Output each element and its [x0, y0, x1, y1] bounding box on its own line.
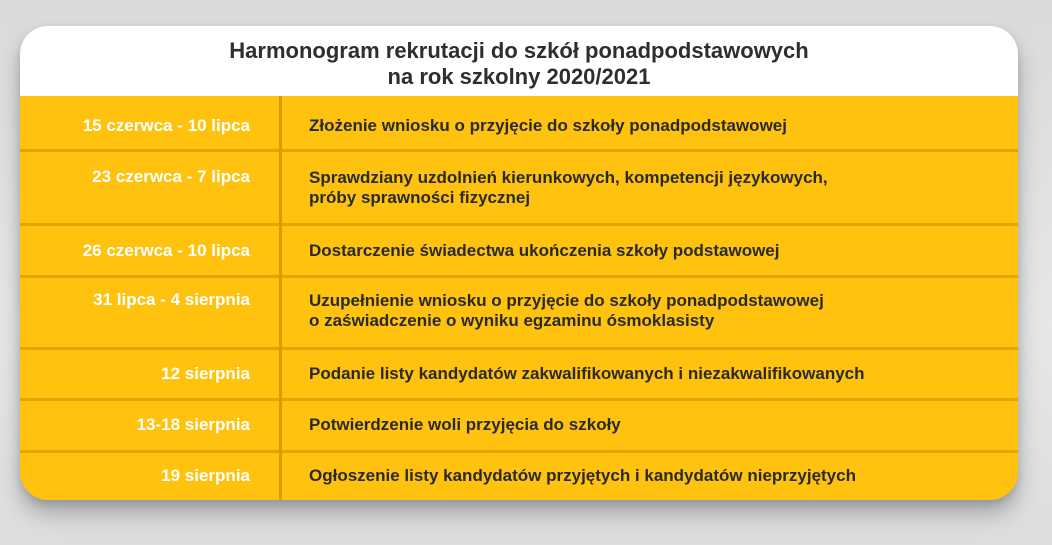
row-description-line-1: Złożenie wniosku o przyjęcie do szkoły ponadpodstawowej — [309, 116, 787, 135]
row-description-line-2: próby sprawności fizycznej — [309, 188, 531, 207]
column-divider — [279, 96, 282, 500]
title-line-1: Harmonogram rekrutacji do szkół ponadpodstawowych — [229, 38, 809, 63]
row-date: 26 czerwca - 10 lipca — [82, 241, 250, 260]
schedule-row — [20, 347, 1018, 398]
schedule-rows — [20, 96, 1018, 500]
schedule-row — [20, 450, 1018, 500]
schedule-card — [20, 26, 1018, 500]
title-line-2: na rok szkolny 2020/2021 — [387, 64, 651, 89]
schedule-row — [20, 223, 1018, 275]
row-description-line-1: Sprawdziany uzdolnień kierunkowych, kompetencji językowych, — [309, 168, 828, 187]
schedule-row — [20, 149, 1018, 223]
row-description-line-1: Dostarczenie świadectwa ukończenia szkoły podstawowej — [309, 241, 780, 260]
row-date: 19 sierpnia — [161, 466, 250, 485]
row-date: 31 lipca - 4 sierpnia — [93, 290, 250, 309]
row-description-line-1: Potwierdzenie woli przyjęcia do szkoły — [309, 415, 621, 434]
schedule-header — [20, 26, 1018, 96]
row-date: 13-18 sierpnia — [136, 415, 250, 434]
row-date: 12 sierpnia — [161, 364, 250, 383]
row-description-line-1: Uzupełnienie wniosku o przyjęcie do szkoły ponadpodstawowej — [309, 291, 824, 310]
row-date: 23 czerwca - 7 lipca — [92, 167, 250, 186]
schedule-row — [20, 275, 1018, 347]
row-description-line-2: o zaświadczenie o wyniku egzaminu ósmoklasisty — [309, 311, 715, 330]
row-description-line-1: Ogłoszenie listy kandydatów przyjętych i kandydatów nieprzyjętych — [309, 466, 856, 485]
row-description-line-1: Podanie listy kandydatów zakwalifikowanych i niezakwalifikowanych — [309, 364, 865, 383]
row-date: 15 czerwca - 10 lipca — [82, 116, 250, 135]
schedule-row — [20, 398, 1018, 450]
schedule-row — [20, 96, 1018, 149]
